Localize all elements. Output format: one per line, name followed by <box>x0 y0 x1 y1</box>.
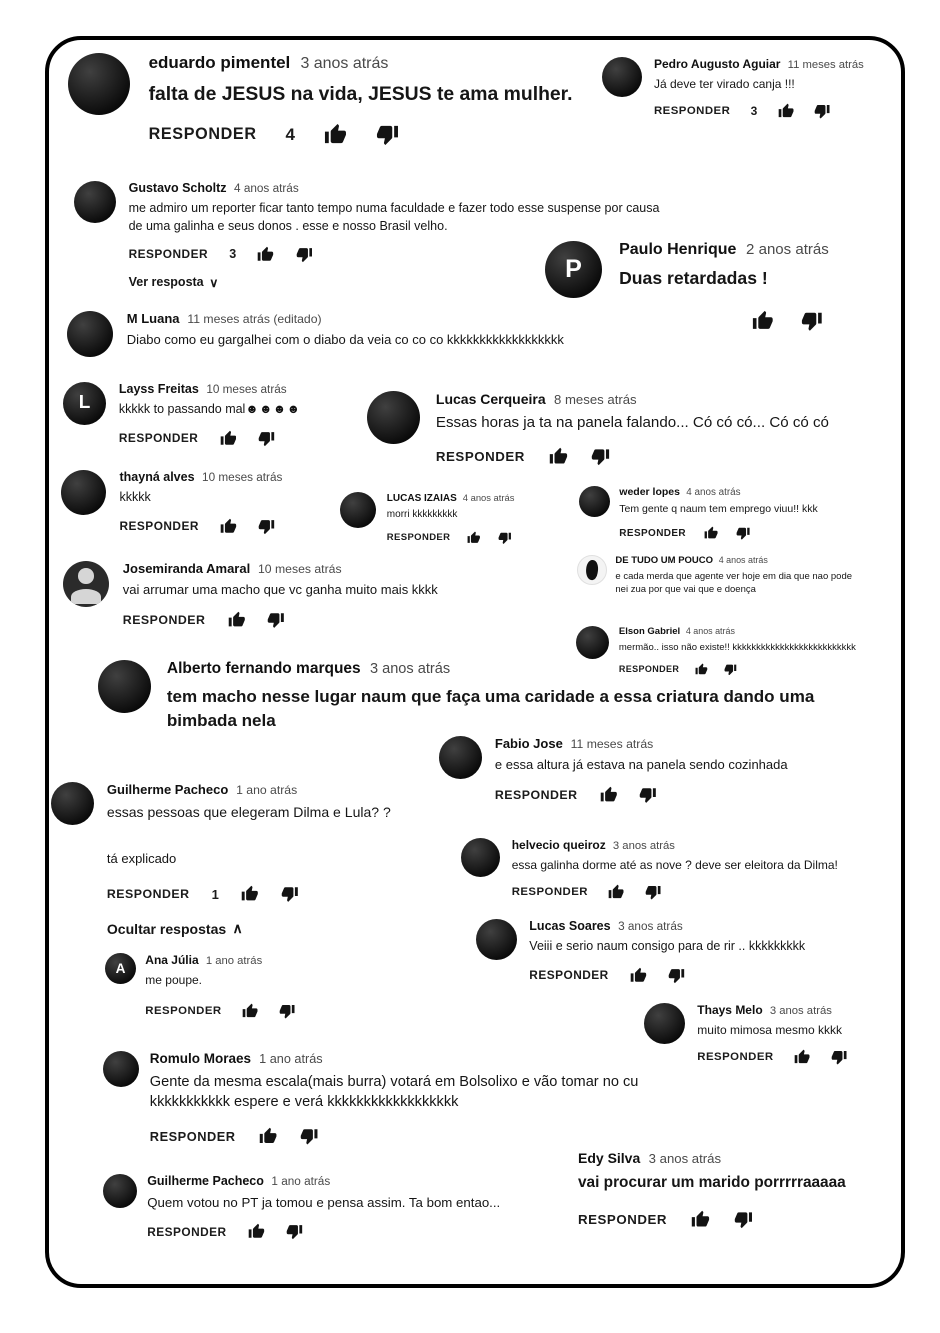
comment-author[interactable]: Gustavo Scholtz <box>128 181 227 195</box>
comment-author[interactable]: DE TUDO UM POUCO <box>615 555 714 566</box>
avatar-letter: L <box>78 392 91 414</box>
comment-layss-freitas <box>63 382 300 447</box>
comment-text: e essa altura já estava na panela sendo cozinhada <box>494 757 788 773</box>
thumbs-up-icon[interactable] <box>228 611 246 629</box>
comment-author[interactable]: weder lopes <box>619 486 680 498</box>
avatar[interactable] <box>105 953 136 984</box>
comment-author[interactable]: eduardo pimentel <box>148 53 291 72</box>
comment-weder-lopes <box>579 486 818 541</box>
thumbs-down-icon[interactable] <box>296 246 313 263</box>
comment-author[interactable]: Ana Júlia <box>145 953 199 967</box>
reply-button[interactable]: RESPONDER <box>578 1211 668 1227</box>
thumbs-down-icon[interactable] <box>258 430 275 447</box>
comment-guilherme-pacheco-2 <box>103 1174 500 1240</box>
avatar[interactable] <box>439 736 482 779</box>
thumbs-up-icon[interactable] <box>794 1049 810 1065</box>
hide-replies-label: Ocultar respostas <box>106 920 227 937</box>
comment-author[interactable]: Fabio Jose <box>494 736 563 751</box>
thumbs-down-icon[interactable] <box>279 1003 295 1019</box>
comment-text: Já deve ter virado canja !!! <box>654 77 795 92</box>
comment-author[interactable]: Lucas Soares <box>529 919 611 933</box>
laughing-emoji: ☻ <box>272 402 287 417</box>
reply-button[interactable]: RESPONDER <box>435 448 525 464</box>
comment-time[interactable]: 3 anos atrás <box>612 840 675 852</box>
comment-text: e cada merda que agente ver hoje em dia que nao pode nei zua por que vai que e doença <box>615 570 853 596</box>
avatar[interactable] <box>63 561 109 607</box>
avatar[interactable] <box>98 660 151 713</box>
comment-text: falta de JESUS na vida, JESUS te ama mulher. <box>148 83 573 106</box>
reply-button[interactable]: RESPONDER <box>386 532 451 544</box>
comment-author[interactable]: Thays Melo <box>697 1003 763 1017</box>
avatar[interactable] <box>68 53 130 115</box>
comment-text: tem macho nesse lugar naum que faça uma caridade a essa criatura dando uma bimbada nela <box>166 687 815 730</box>
reply-button[interactable]: RESPONDER <box>106 887 190 902</box>
comment-time[interactable]: 10 meses atrás <box>206 383 287 396</box>
like-count: 3 <box>750 104 758 119</box>
reply-button[interactable]: RESPONDER <box>654 105 731 118</box>
reply-button[interactable]: RESPONDER <box>494 787 578 802</box>
comment-text: kkkkk <box>119 490 151 505</box>
view-reply-label: Ver resposta <box>128 275 204 290</box>
comment-text: Diabo como eu gargalhei com o diabo da veia co co co kkkkkkkkkkkkkkkkkk <box>126 332 564 348</box>
comment-time[interactable]: 4 anos atrás <box>718 555 768 565</box>
like-count: 3 <box>229 247 237 262</box>
thumbs-down-icon[interactable] <box>668 967 685 984</box>
thumbs-up-icon[interactable] <box>704 526 718 540</box>
comment-text: Quem votou no PT ja tomou e pensa assim. Ta bom entao... <box>147 1194 501 1210</box>
reply-button[interactable]: RESPONDER <box>697 1051 774 1064</box>
thumbs-up-icon[interactable] <box>630 967 647 984</box>
comment-time[interactable]: 11 meses atrás (editado) <box>187 312 322 326</box>
comment-thayna-alves <box>61 470 282 535</box>
laughing-emoji: ☻ <box>245 402 260 417</box>
comment-edy-silva <box>578 1150 846 1229</box>
thumbs-down-icon[interactable] <box>498 531 512 545</box>
avatar[interactable] <box>63 382 106 425</box>
avatar-letter: A <box>115 960 126 976</box>
comment-alberto-fernando-marques <box>98 660 835 732</box>
avatar[interactable] <box>67 311 113 357</box>
reply-button[interactable]: RESPONDER <box>149 1128 236 1144</box>
comment-text: me poupe. <box>145 973 203 988</box>
thumbs-down-icon[interactable] <box>801 310 823 332</box>
comment-m-luana <box>67 311 564 357</box>
comment-time[interactable]: 3 anos atrás <box>769 1005 832 1017</box>
comment-text: muito mimosa mesmo kkkk <box>697 1023 842 1038</box>
avatar[interactable] <box>576 626 609 659</box>
comment-time[interactable]: 11 meses atrás <box>787 59 864 71</box>
comment-author[interactable]: helvecio queiroz <box>511 838 606 852</box>
thumbs-down-icon[interactable] <box>258 518 275 535</box>
comment-paulo-henrique <box>545 241 829 331</box>
comment-author[interactable]: Layss Freitas <box>118 382 199 396</box>
comment-text: mermão.. isso não existe!! kkkkkkkkkkkkkkkkkkkkkkkkkk <box>618 641 856 653</box>
reply-button[interactable]: RESPONDER <box>529 968 609 983</box>
comment-author[interactable]: LUCAS IZAIAS <box>386 493 457 504</box>
comment-guilherme-pacheco-1 <box>51 782 391 937</box>
comment-time[interactable]: 4 anos atrás <box>234 182 299 195</box>
thumbs-down-icon[interactable] <box>814 103 830 119</box>
thumbs-up-icon[interactable] <box>220 518 237 535</box>
thumbs-up-icon[interactable] <box>752 310 774 332</box>
comment-text: me admiro um reporter ficar tanto tempo numa faculdade e fazer todo esse suspense por causa de uma galinha e seus donos . esse e nosso Brasil velho. <box>128 201 660 233</box>
comment-de-tudo-um-pouco <box>577 555 853 596</box>
comment-time[interactable]: 3 anos atrás <box>369 661 451 677</box>
avatar[interactable] <box>367 391 420 444</box>
comment-time[interactable]: 2 anos atrás <box>746 241 829 258</box>
comment-author[interactable]: Josemiranda Amaral <box>122 561 251 576</box>
reply-button[interactable]: RESPONDER <box>122 612 206 627</box>
thumbs-up-icon[interactable] <box>248 1223 265 1240</box>
thumbs-down-icon[interactable] <box>645 884 661 900</box>
comment-author[interactable]: Guilherme Pacheco <box>106 782 229 797</box>
comment-lucas-cerqueira <box>367 391 829 466</box>
reply-button[interactable]: RESPONDER <box>119 519 199 534</box>
avatar[interactable] <box>602 57 642 97</box>
comment-author[interactable]: Edy Silva <box>578 1150 641 1166</box>
avatar[interactable] <box>61 470 106 515</box>
avatar[interactable] <box>103 1051 139 1087</box>
comment-text-line2: tá explicado <box>106 850 177 866</box>
avatar[interactable] <box>340 492 376 528</box>
thumbs-up-icon[interactable] <box>259 1127 277 1145</box>
comment-author[interactable]: thayná alves <box>119 470 195 484</box>
comment-text: Essas horas ja ta na panela falando... Có có có... Có có có <box>435 414 829 432</box>
thumbs-up-icon[interactable] <box>467 531 481 545</box>
comment-time[interactable]: 4 anos atrás <box>686 487 741 498</box>
comment-text: Gente da mesma escala(mais burra) votará em Bolsolixo e vão tomar no cu kkkkkkkkkkk espere e verá kkkkkkkkkkkkkkkkkk <box>149 1074 639 1111</box>
avatar[interactable] <box>461 838 500 877</box>
comment-fabio-jose <box>439 736 788 804</box>
laughing-emoji: ☻ <box>286 402 301 417</box>
thumbs-up-icon[interactable] <box>549 447 568 466</box>
comment-text: vai procurar um marido porrrrraaaaa <box>578 1174 846 1192</box>
reply-button[interactable]: RESPONDER <box>148 125 257 144</box>
thumbs-up-icon[interactable] <box>691 1210 710 1229</box>
avatar-letter: P <box>565 254 582 283</box>
comment-author[interactable]: Alberto fernando marques <box>166 660 361 677</box>
thumbs-down-icon[interactable] <box>831 1049 847 1065</box>
comment-author[interactable]: M Luana <box>126 311 180 326</box>
comment-josemiranda-amaral <box>63 561 438 629</box>
thumbs-down-icon[interactable] <box>267 611 285 629</box>
comment-eduardo-pimentel <box>68 53 573 146</box>
comment-time[interactable]: 1 ano atrás <box>271 1175 331 1188</box>
thumbs-up-icon[interactable] <box>324 123 347 146</box>
thumbs-up-icon[interactable] <box>241 885 259 903</box>
avatar[interactable] <box>577 555 607 585</box>
avatar[interactable] <box>579 486 610 517</box>
comment-author[interactable]: Pedro Augusto Aguiar <box>654 57 781 71</box>
like-count: 4 <box>285 124 296 144</box>
comment-text: essas pessoas que elegeram Dilma e Lula? ? <box>106 803 391 820</box>
avatar[interactable] <box>103 1174 137 1208</box>
comment-helvecio-queiroz <box>461 838 838 901</box>
reply-button[interactable]: RESPONDER <box>145 1005 222 1018</box>
thumbs-down-icon[interactable] <box>286 1223 303 1240</box>
comment-time[interactable]: 1 ano atrás <box>205 955 263 967</box>
thumbs-down-icon[interactable] <box>734 1210 753 1229</box>
comment-time[interactable]: 10 meses atrás <box>202 471 283 484</box>
reply-button[interactable]: RESPONDER <box>128 247 208 262</box>
hide-replies-toggle[interactable] <box>107 920 391 937</box>
comment-text: Tem gente q naum tem emprego viuu!! kkk <box>619 503 818 516</box>
avatar[interactable] <box>51 782 94 825</box>
thumbs-up-icon[interactable] <box>242 1003 258 1019</box>
comment-author[interactable]: Lucas Cerqueira <box>435 391 546 407</box>
thumbs-down-icon[interactable] <box>300 1127 318 1145</box>
comment-time[interactable]: 4 anos atrás <box>462 492 515 503</box>
comment-author[interactable]: Paulo Henrique <box>619 241 737 258</box>
comment-author[interactable]: Romulo Moraes <box>149 1051 252 1066</box>
comment-text: kkkkk to passando mal☻☻☻☻ <box>118 402 301 417</box>
avatar[interactable] <box>476 919 517 960</box>
avatar[interactable] <box>644 1003 685 1044</box>
comment-time[interactable]: 10 meses atrás <box>258 562 342 576</box>
thumbs-up-icon[interactable] <box>778 103 794 119</box>
thumbs-down-icon[interactable] <box>639 786 657 804</box>
comment-author[interactable]: Elson Gabriel <box>618 626 681 637</box>
like-count: 1 <box>211 886 219 902</box>
comment-author[interactable]: Guilherme Pacheco <box>147 1174 264 1188</box>
avatar[interactable] <box>545 241 602 298</box>
comment-time[interactable]: 1 ano atrás <box>236 783 298 797</box>
laughing-emoji: ☻ <box>259 402 273 417</box>
thumbs-down-icon[interactable] <box>281 885 299 903</box>
comment-ana-julia <box>105 953 295 1019</box>
comment-pedro-augusto-aguiar <box>602 57 864 120</box>
avatar[interactable] <box>74 181 116 223</box>
comment-time[interactable]: 3 anos atrás <box>618 920 683 933</box>
thumbs-down-icon[interactable] <box>736 526 750 540</box>
comment-romulo-moraes <box>103 1051 715 1145</box>
reply-button[interactable]: RESPONDER <box>118 431 199 446</box>
chevron-up-icon: ∧ <box>232 920 243 937</box>
comment-lucas-soares <box>476 919 805 984</box>
comment-time[interactable]: 4 anos atrás <box>685 626 735 636</box>
comment-time[interactable]: 1 ano atrás <box>259 1052 323 1066</box>
comment-text: morri kkkkkkkkk <box>386 509 458 521</box>
comment-time[interactable]: 3 anos atrás <box>300 55 389 72</box>
comment-lucas-izaias <box>340 492 514 544</box>
comment-time[interactable]: 3 anos atrás <box>648 1151 722 1166</box>
reply-button[interactable]: RESPONDER <box>147 1224 227 1239</box>
comment-text: Duas retardadas ! <box>619 268 768 289</box>
comment-text: essa galinha dorme até as nove ? deve ser eleitora da Dilma! <box>511 858 838 873</box>
comment-text: vai arrumar uma macho que vc ganha muito mais kkkk <box>122 582 438 598</box>
thumbs-up-icon[interactable] <box>600 786 618 804</box>
reply-button[interactable]: RESPONDER <box>618 664 680 675</box>
thumbs-up-icon[interactable] <box>608 884 624 900</box>
chevron-down-icon: ∨ <box>209 275 219 290</box>
thumbs-up-icon[interactable] <box>257 246 274 263</box>
comment-time[interactable]: 11 meses atrás <box>570 737 654 751</box>
thumbs-down-icon[interactable] <box>591 447 610 466</box>
reply-button[interactable]: RESPONDER <box>619 527 687 539</box>
comment-text: Veiii e serio naum consigo para de rir .. kkkkkkkkk <box>529 939 806 954</box>
reply-button[interactable]: RESPONDER <box>511 886 588 899</box>
thumbs-up-icon[interactable] <box>220 430 237 447</box>
thumbs-down-icon[interactable] <box>376 123 399 146</box>
comment-time[interactable]: 8 meses atrás <box>554 392 637 407</box>
